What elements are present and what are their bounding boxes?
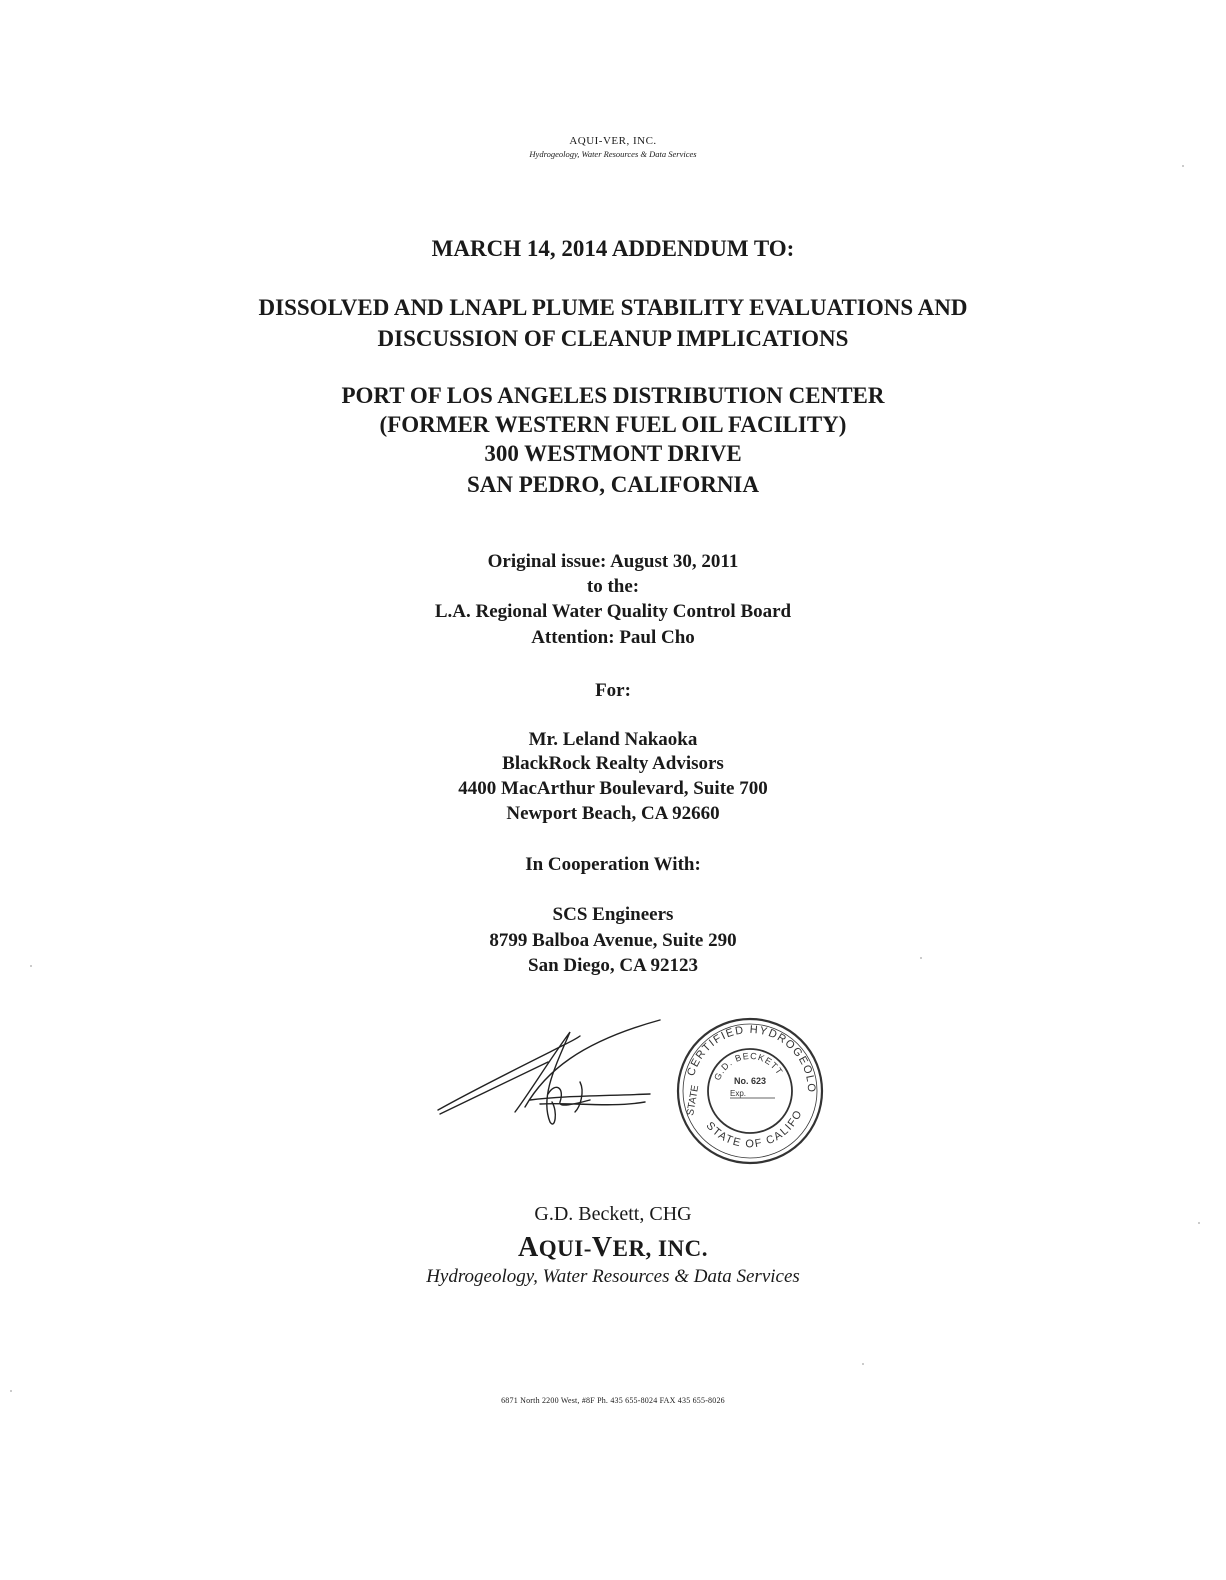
scan-speck xyxy=(1198,1222,1200,1224)
site-line2: (FORMER WESTERN FUEL OIL FACILITY) xyxy=(379,412,847,437)
signature-area xyxy=(430,1012,830,1172)
scan-speck xyxy=(10,1390,12,1392)
seal-outer-top: CERTIFIED HYDROGEOLO xyxy=(685,1023,818,1094)
client-company: BlackRock Realty Advisors xyxy=(502,753,724,774)
cooperation-city: San Diego, CA 92123 xyxy=(528,955,698,976)
site-line3: 300 WESTMONT DRIVE xyxy=(484,441,742,466)
header-company: AQUI-VER, INC. xyxy=(569,135,657,147)
scan-speck xyxy=(1182,165,1184,167)
client-label: For: xyxy=(595,680,631,701)
seal-number: No. 623 xyxy=(733,1076,767,1086)
footer-contact: 6871 North 2200 West, #8F Ph. 435 655-8024 FAX 435 655-8026 xyxy=(501,1396,725,1405)
client-name: Mr. Leland Nakaoka xyxy=(528,729,698,750)
client-city: Newport Beach, CA 92660 xyxy=(506,803,720,824)
client-address: 4400 MacArthur Boulevard, Suite 700 xyxy=(458,778,768,799)
cooperation-address: 8799 Balboa Avenue, Suite 290 xyxy=(489,930,737,951)
seal-inner-name: G.D. BECKETT xyxy=(712,1050,785,1082)
header-tagline: Hydrogeology, Water Resources & Data Services xyxy=(529,149,697,159)
site-line4: SAN PEDRO, CALIFORNIA xyxy=(467,472,759,497)
company-first-rest: QUI- xyxy=(538,1236,592,1261)
cooperation-company: SCS Engineers xyxy=(552,904,674,925)
issue-to: to the: xyxy=(586,576,640,597)
issue-board: L.A. Regional Water Quality Control Board xyxy=(434,601,792,622)
company-second-rest: ER, INC. xyxy=(612,1236,708,1261)
addendum-title: MARCH 14, 2014 ADDENDUM TO: xyxy=(431,236,795,261)
issue-attention: Attention: Paul Cho xyxy=(531,627,695,648)
site-line1: PORT OF LOS ANGELES DISTRIBUTION CENTER xyxy=(341,383,885,408)
handwritten-signature xyxy=(438,1020,660,1124)
cooperation-label: In Cooperation With: xyxy=(525,854,701,875)
signature-and-seal xyxy=(430,1012,830,1172)
seal-outer-left: STATE xyxy=(685,1084,702,1117)
company-second-letter: V xyxy=(591,1232,613,1263)
report-title-line1: DISSOLVED AND LNAPL PLUME STABILITY EVALUATIONS AND xyxy=(258,295,968,320)
signer-company xyxy=(0,1232,1226,1264)
scan-speck xyxy=(30,965,32,967)
scan-speck xyxy=(862,1363,864,1365)
original-issue: Original issue: August 30, 2011 xyxy=(487,551,739,572)
report-title-line2: DISCUSSION OF CLEANUP IMPLICATIONS xyxy=(377,326,849,351)
seal-outer-bottom: STATE OF CALIFO xyxy=(703,1107,806,1151)
scan-speck xyxy=(920,957,922,959)
seal-exp-label: Exp. xyxy=(730,1089,747,1098)
signer-name: G.D. Beckett, CHG xyxy=(534,1203,692,1225)
company-first-letter: A xyxy=(518,1232,539,1263)
signer-tagline: Hydrogeology, Water Resources & Data Services xyxy=(426,1266,800,1287)
